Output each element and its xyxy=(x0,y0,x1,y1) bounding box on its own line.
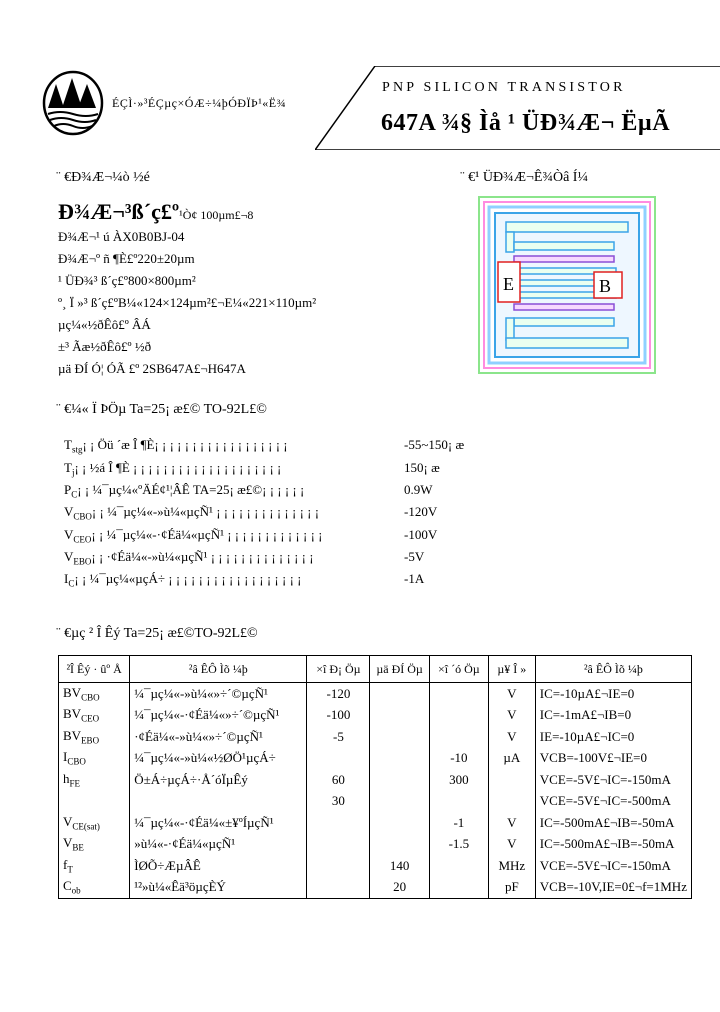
chip-section-heading: ¨ €Ð¾Æ¬¼ò ½é xyxy=(56,170,150,185)
param-max: -10 xyxy=(429,748,488,770)
param-condition: VCE=-5V£¬IC=-150mA xyxy=(535,769,691,791)
param-condition: IE=-10µA£¬IC=0 xyxy=(535,726,691,748)
col-header: ²â ÊÔ Ìõ ¼þ xyxy=(535,656,691,683)
spec-line: ±³ Ãæ½ðÊô£º ½ð xyxy=(58,339,152,354)
chip-size-title xyxy=(58,199,253,225)
spec-line: Ð¾Æ¬º ñ ¶È£º220±20µm xyxy=(58,251,195,266)
param-typ xyxy=(370,812,430,834)
param-symbol xyxy=(59,877,130,899)
electrical-heading-label: ¨ €µç ² Î Êý xyxy=(56,626,121,641)
param-symbol-main: BV xyxy=(63,706,82,722)
param-symbol-main: V xyxy=(63,813,73,829)
param-condition: VCE=-5V£¬IC=-150mA xyxy=(535,855,691,877)
param-min xyxy=(307,855,370,877)
param-name: Ö±Á÷µçÁ÷·Å´óÏµÊý xyxy=(130,769,307,791)
spec-line: µç¼«½ðÊô£º ÂÁ xyxy=(58,317,151,332)
param-symbol xyxy=(59,769,130,791)
table-row xyxy=(59,877,692,899)
param-symbol xyxy=(59,812,130,834)
table-row xyxy=(59,855,692,877)
param-min: -5 xyxy=(307,726,370,748)
param-name: »ù¼«-·¢Éä¼«µçÑ¹ xyxy=(130,834,307,856)
param-name: ÌØÕ÷ÆµÂÊ xyxy=(130,855,307,877)
param-unit: V xyxy=(488,834,535,856)
table-row xyxy=(59,748,692,770)
param-min: 30 xyxy=(307,791,370,813)
param-typ: 140 xyxy=(370,855,430,877)
param-max xyxy=(429,855,488,877)
rating-symbol: V xyxy=(64,549,74,564)
col-header: µ¥ Î » xyxy=(488,656,535,683)
rating-dots: ¡ ¡ ¼¯µç¼«µçÁ÷ ¡ ¡ ¡ ¡ ¡ ¡ ¡ ¡ ¡ ¡ ¡ ¡ ¡ ¡ ¡ ¡ ¡ ¡ xyxy=(74,571,302,586)
param-max: -1 xyxy=(429,812,488,834)
param-symbol-sub: ob xyxy=(71,886,81,897)
chip-size-label: Ð¾Æ¬³ß´ç£º xyxy=(58,199,180,224)
param-min: -120 xyxy=(307,683,370,705)
param-symbol-main: I xyxy=(63,749,68,765)
param-name: ¼¯µç¼«-»ù¼«»÷´©µçÑ¹ xyxy=(130,683,307,705)
rating-symbol-sub: C xyxy=(71,489,78,500)
param-name: ¼¯µç¼«-·¢Éä¼«±¥ºÍµçÑ¹ xyxy=(130,812,307,834)
param-min: 60 xyxy=(307,769,370,791)
rating-dots: ¡ ¡ ¼¯µç¼«-»ù¼«µçÑ¹ ¡ ¡ ¡ ¡ ¡ ¡ ¡ ¡ ¡ ¡ ¡ ¡ ¡ ¡ xyxy=(91,504,320,519)
param-symbol-sub: CE(sat) xyxy=(72,821,100,832)
electrical-heading-cond: Ta=25¡ æ£©TO-92L£© xyxy=(123,626,258,641)
param-unit: V xyxy=(488,683,535,705)
param-unit: pF xyxy=(488,877,535,899)
param-symbol xyxy=(59,726,130,748)
param-typ xyxy=(370,705,430,727)
rating-row xyxy=(64,549,425,567)
base-pad-label: B xyxy=(599,276,612,296)
param-max xyxy=(429,683,488,705)
param-max xyxy=(429,705,488,727)
param-unit: V xyxy=(488,812,535,834)
rating-symbol-sub: stg xyxy=(71,444,83,455)
param-symbol-main: V xyxy=(63,835,73,851)
param-symbol xyxy=(59,834,130,856)
param-min xyxy=(307,834,370,856)
ratings-heading-cond: Ta=25¡ æ£© TO-92L£© xyxy=(129,402,267,417)
param-name: ¹²»ù¼«Êä³öµçÈÝ xyxy=(130,877,307,899)
param-symbol-main: C xyxy=(63,878,72,894)
table-row xyxy=(59,812,692,834)
param-symbol-main: h xyxy=(63,770,70,786)
rating-row xyxy=(64,460,440,478)
product-title: 647A ¾§ Ìå ¹ ÜÐ¾Æ¬ ËµÃ xyxy=(381,110,671,136)
rating-row xyxy=(64,504,438,522)
param-min xyxy=(307,748,370,770)
rating-symbol: T xyxy=(64,460,72,475)
rating-dots: ¡ ¡ ·¢Éä¼«-»ù¼«µçÑ¹ ¡ ¡ ¡ ¡ ¡ ¡ ¡ ¡ ¡ ¡ ¡ ¡ ¡ ¡ xyxy=(91,549,314,564)
rating-row xyxy=(64,527,438,545)
table-row xyxy=(59,769,692,791)
rating-symbol: P xyxy=(64,482,72,497)
param-name: ¼¯µç¼«-»ù¼«½ØÖ¹µçÁ÷ xyxy=(130,748,307,770)
param-symbol xyxy=(59,705,130,727)
param-min xyxy=(307,812,370,834)
param-unit xyxy=(488,769,535,791)
param-symbol-sub: CEO xyxy=(81,714,100,725)
chip-diagram-heading: ¨ €¹ ÜÐ¾Æ¬Ê¾Òâ Í¼ xyxy=(460,170,588,185)
param-min xyxy=(307,877,370,899)
table-row xyxy=(59,834,692,856)
param-symbol-main: f xyxy=(63,856,68,872)
param-condition: VCE=-5V£¬IC=-500mA xyxy=(535,791,691,813)
param-typ xyxy=(370,791,430,813)
ratings-heading-label: ¨ €¼« Ï ÞÖµ xyxy=(56,402,127,417)
spec-line: µä ÐÍ Ó¦ ÓÃ £º 2SB647A£¬H647A xyxy=(58,361,246,376)
rating-value: -55~150¡ æ xyxy=(404,437,465,452)
table-header-row xyxy=(59,656,692,683)
param-condition: IC=-10µA£¬IE=0 xyxy=(535,683,691,705)
param-unit: V xyxy=(488,726,535,748)
param-typ xyxy=(370,769,430,791)
param-symbol-main: BV xyxy=(63,684,82,700)
company-name: ÉÇÌ·»³ÉÇµç×ÓÆ÷¼þÓÐÏÞ¹«Ë¾ xyxy=(112,96,287,110)
electrical-table xyxy=(58,655,692,899)
param-condition: VCB=-10V,IE=0£¬f=1MHz xyxy=(535,877,691,899)
rating-value: -120V xyxy=(404,504,438,519)
param-symbol-sub: EBO xyxy=(81,735,100,746)
param-symbol-sub: CBO xyxy=(81,692,100,703)
product-subtitle: PNP SILICON TRANSISTOR xyxy=(382,80,626,95)
param-symbol-sub: BE xyxy=(72,843,84,854)
rating-row xyxy=(64,571,425,589)
spec-line: º¸ Ï »³ ß´ç£ºB¼«124×124µm²£¬E¼«221×110µm² xyxy=(58,295,317,310)
param-condition: VCB=-100V£¬IE=0 xyxy=(535,748,691,770)
rating-symbol-sub: EBO xyxy=(73,556,92,567)
param-name: ¼¯µç¼«-·¢Éä¼«»÷´©µçÑ¹ xyxy=(130,705,307,727)
param-unit: V xyxy=(488,705,535,727)
col-header: ²â ÊÔ Ìõ ¼þ xyxy=(130,656,307,683)
rating-dots: ¡ ¡ ¼¯µç¼«ºÄÉ¢¹¦ÂÊ TA=25¡ æ£©¡ ¡ ¡ ¡ ¡ ¡ xyxy=(77,482,305,497)
param-condition: IC=-500mA£¬IB=-50mA xyxy=(535,812,691,834)
param-typ xyxy=(370,726,430,748)
rating-row xyxy=(64,482,433,500)
param-min: -100 xyxy=(307,705,370,727)
col-header: ×î ´ó Öµ xyxy=(429,656,488,683)
rating-dots: ¡ ¡ ½á Î ¶È ¡ ¡ ¡ ¡ ¡ ¡ ¡ ¡ ¡ ¡ ¡ ¡ ¡ ¡ ¡ ¡ ¡ ¡ ¡ ¡ xyxy=(74,460,282,475)
param-typ xyxy=(370,683,430,705)
table-row xyxy=(59,791,692,813)
param-name: ·¢Éä¼«-»ù¼«»÷´©µçÑ¹ xyxy=(130,726,307,748)
rating-dots: ¡ ¡ ¼¯µç¼«-·¢Éä¼«µçÑ¹ ¡ ¡ ¡ ¡ ¡ ¡ ¡ ¡ ¡ ¡ ¡ ¡ ¡ xyxy=(91,527,323,542)
rating-symbol: T xyxy=(64,437,72,452)
param-max: 300 xyxy=(429,769,488,791)
col-header: µä ÐÍ Öµ xyxy=(370,656,430,683)
param-condition: IC=-500mA£¬IB=-50mA xyxy=(535,834,691,856)
spec-line: ¹ ÜÐ¾³ ß´ç£º800×800µm² xyxy=(58,273,196,288)
param-symbol-sub: T xyxy=(67,864,73,875)
rating-value: 150¡ æ xyxy=(404,460,440,475)
table-row xyxy=(59,726,692,748)
param-typ xyxy=(370,834,430,856)
param-condition: IC=-1mA£¬IB=0 xyxy=(535,705,691,727)
rating-symbol-sub: CEO xyxy=(73,534,92,545)
chip-layout-diagram xyxy=(478,196,656,374)
emitter-pad-label: E xyxy=(503,274,514,294)
param-symbol xyxy=(59,748,130,770)
electrical-heading xyxy=(56,626,258,642)
param-name xyxy=(130,791,307,813)
table-row xyxy=(59,705,692,727)
rating-symbol-sub: C xyxy=(68,578,75,589)
rating-symbol-sub: CBO xyxy=(73,511,92,522)
param-max: -1.5 xyxy=(429,834,488,856)
param-unit xyxy=(488,791,535,813)
param-typ: 20 xyxy=(370,877,430,899)
rating-symbol: V xyxy=(64,504,74,519)
chip-size-note: ¹Ò¢ 100µm£¬8 xyxy=(179,208,254,222)
param-symbol xyxy=(59,683,130,705)
param-symbol xyxy=(59,855,130,877)
param-max xyxy=(429,726,488,748)
header-divider xyxy=(315,66,720,150)
rating-symbol-sub: j xyxy=(71,467,75,478)
ratings-heading xyxy=(56,402,267,418)
col-header: ²Î Êý · ûº Å xyxy=(59,656,130,683)
company-logo xyxy=(42,70,104,136)
param-max xyxy=(429,877,488,899)
param-symbol-sub: CBO xyxy=(67,757,86,768)
rating-row xyxy=(64,437,465,455)
table-row xyxy=(59,683,692,705)
param-max xyxy=(429,791,488,813)
rating-value: 0.9W xyxy=(404,482,433,497)
rating-dots: ¡ ¡ Öü ´æ Î ¶È¡ ¡ ¡ ¡ ¡ ¡ ¡ ¡ ¡ ¡ ¡ ¡ ¡ ¡ ¡ ¡ ¡ ¡ xyxy=(82,437,288,452)
rating-value: -5V xyxy=(404,549,425,564)
param-symbol xyxy=(59,791,130,813)
rating-value: -1A xyxy=(404,571,425,586)
rating-symbol: I xyxy=(64,571,69,586)
rating-value: -100V xyxy=(404,527,438,542)
param-unit: µA xyxy=(488,748,535,770)
param-typ xyxy=(370,748,430,770)
param-unit: MHz xyxy=(488,855,535,877)
spec-line: Ð¾Æ¬¹ ú ÀX0B0BJ-04 xyxy=(58,229,185,244)
col-header: ×î Ð¡ Öµ xyxy=(307,656,370,683)
param-symbol-main: BV xyxy=(63,727,82,743)
rating-symbol: V xyxy=(64,527,74,542)
param-symbol-sub: FE xyxy=(69,778,81,789)
